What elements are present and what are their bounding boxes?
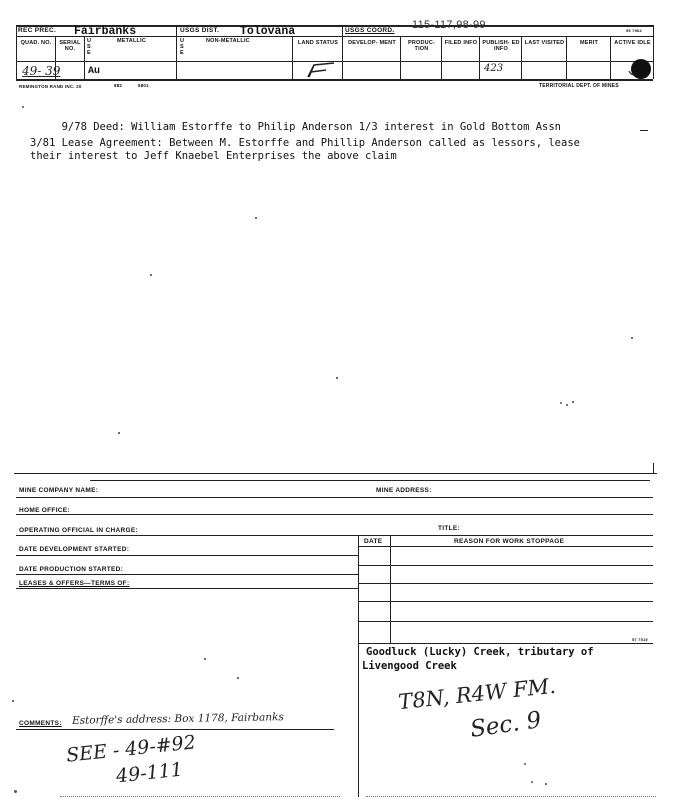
usgs-dist-value: Tolovana xyxy=(240,25,296,38)
col-published-info: PUBLISH- ED INFO xyxy=(482,40,520,52)
printer-code-2: 5801 xyxy=(138,83,149,88)
see-reference-2: 49-111 xyxy=(115,758,184,788)
location-line-2: Livengood Creek xyxy=(362,660,457,672)
department: TERRITORIAL DEPT. OF MINES xyxy=(539,83,619,89)
title-label: TITLE: xyxy=(438,525,461,532)
rec-prec-label: REC PREC. xyxy=(18,27,57,34)
col-use-2: U S E xyxy=(180,38,185,56)
col-use: U S E xyxy=(87,38,92,56)
form-number: 59 7564 xyxy=(626,28,642,33)
home-office-label: HOME OFFICE: xyxy=(19,507,70,514)
quad-serial-value: 49- 39 xyxy=(22,64,61,78)
entry-deed: 9/78 Deed: William Estorffe to Philip Anderson 1/3 interest in Gold Bottom Assn xyxy=(30,121,562,133)
stoppage-reason-header: REASON FOR WORK STOPPAGE xyxy=(454,538,565,545)
col-active-idle: ACTIVE IDLE xyxy=(614,40,651,46)
entry-lease: 3/81 Lease Agreement: Between M. Estorffe and Phillip Anderson called as lessors, lease xyxy=(30,137,580,149)
col-development: DEVELOP- MENT xyxy=(348,40,396,46)
col-land-status: LAND STATUS xyxy=(297,40,339,46)
printer-code-1: 882 xyxy=(114,83,123,88)
usgs-coord-value: 115-117,98-99 xyxy=(412,19,486,31)
comments-text: Estorffe's address: Box 1178, Fairbanks xyxy=(71,711,284,727)
col-metallic: METALLIC xyxy=(117,38,146,44)
date-production-label: DATE PRODUCTION STARTED: xyxy=(19,566,124,573)
usgs-dist-label: USGS DIST. xyxy=(180,27,220,34)
col-filed-info: FILED INFO xyxy=(444,40,478,46)
see-reference: SEE - 49-#92 xyxy=(65,731,197,767)
col-serial-no: SERIAL NO. xyxy=(59,40,81,52)
form-number-2: 57 7515 xyxy=(632,637,648,642)
published-info-value: 423 xyxy=(484,63,504,74)
land-status-checkmark xyxy=(300,62,340,79)
entry-lease-cont: their interest to Jeff Knaebel Enterprises the above claim xyxy=(30,150,397,162)
operating-official-label: OPERATING OFFICIAL IN CHARGE: xyxy=(19,527,138,534)
date-development-label: DATE DEVELOPMENT STARTED: xyxy=(19,546,130,553)
stoppage-date-header: DATE xyxy=(364,538,383,545)
printer-line: REMINGTON RAND INC. 20 xyxy=(19,84,82,89)
leases-offers-label: LEASES & OFFERS—TERMS OF: xyxy=(19,580,130,587)
comments-label: COMMENTS: xyxy=(19,720,62,727)
col-quad-no: QUAD. NO. xyxy=(20,40,52,46)
active-idle-mark xyxy=(628,57,652,81)
mine-company-name-label: MINE COMPANY NAME: xyxy=(19,487,99,494)
mine-address-label: MINE ADDRESS: xyxy=(376,487,432,494)
metallic-value: Au xyxy=(88,66,101,77)
section: Sec. 9 xyxy=(468,707,543,743)
col-last-visited: LAST VISITED xyxy=(524,40,565,46)
col-non-metallic: NON-METALLIC xyxy=(206,38,250,44)
rec-prec-value: Fairbanks xyxy=(74,25,137,38)
location-line-1: Goodluck (Lucky) Creek, tributary of xyxy=(366,646,594,658)
usgs-coord-label: USGS COORD. xyxy=(345,27,395,34)
township: T8N, R4W FM. xyxy=(397,673,557,715)
col-production: PRODUC- TION xyxy=(407,40,436,52)
col-merit: MERIT xyxy=(579,40,599,46)
